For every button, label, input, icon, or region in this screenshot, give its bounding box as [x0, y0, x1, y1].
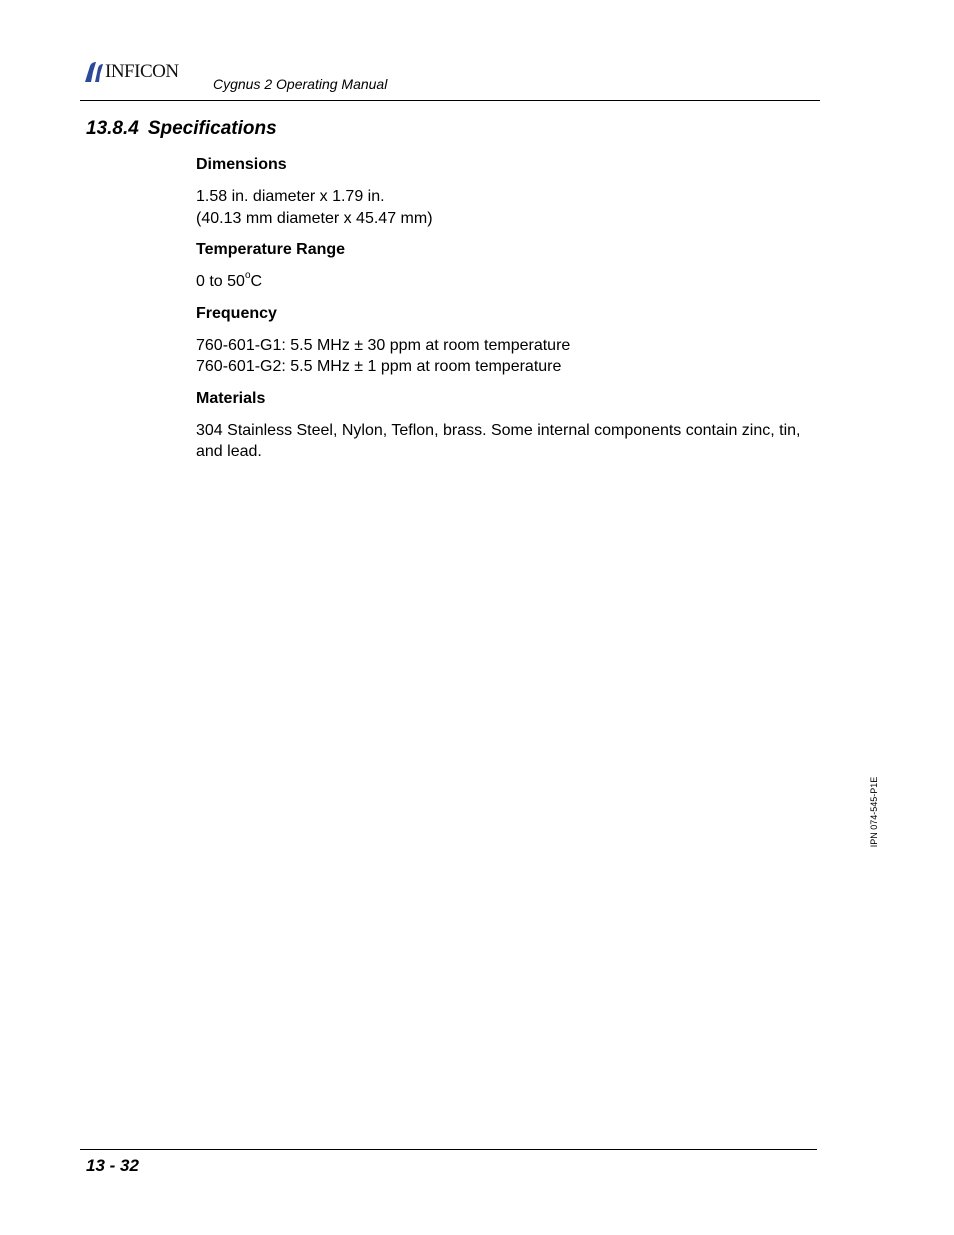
frequency-heading: Frequency — [196, 304, 277, 322]
temperature-value — [196, 271, 826, 293]
ipn-label: IPN 074-545-P1E — [869, 776, 879, 848]
frequency-g1: 760-601-G1: 5.5 MHz ± 30 ppm at room temperature — [196, 336, 571, 354]
footer-rule — [80, 1149, 817, 1150]
section-title-text: Specifications — [147, 118, 277, 139]
frequency-g2: 760-601-G2: 5.5 MHz ± 1 ppm at room temperature — [196, 358, 562, 375]
degree-symbol: o — [244, 269, 251, 281]
materials-heading: Materials — [196, 389, 266, 407]
manual-title: Cygnus 2 Operating Manual — [213, 76, 388, 92]
temperature-heading: Temperature Range — [196, 241, 346, 258]
specifications-content — [196, 155, 826, 474]
page-number: 13 - 32 — [86, 1156, 139, 1175]
dimensions-heading: Dimensions — [196, 156, 287, 173]
temperature-unit: C — [250, 273, 263, 290]
dimensions-metric: (40.13 mm diameter x 45.47 mm) — [196, 209, 433, 227]
section-number: 13.8.4 — [86, 118, 139, 139]
section-title — [86, 117, 277, 141]
dimensions-value — [196, 186, 826, 229]
temperature-range: 0 to 50 — [196, 273, 245, 290]
page-header — [80, 58, 820, 101]
inficon-logo — [82, 60, 179, 84]
dimensions-imperial: 1.58 in. diameter x 1.79 in. — [196, 188, 385, 205]
materials-value: 304 Stainless Steel, Nylon, Teflon, brass. Some internal components contain zinc, tin, and lead. — [196, 421, 801, 460]
inficon-logo-icon — [82, 60, 104, 84]
frequency-value — [196, 335, 826, 378]
logo-text: INFICON — [105, 61, 179, 82]
